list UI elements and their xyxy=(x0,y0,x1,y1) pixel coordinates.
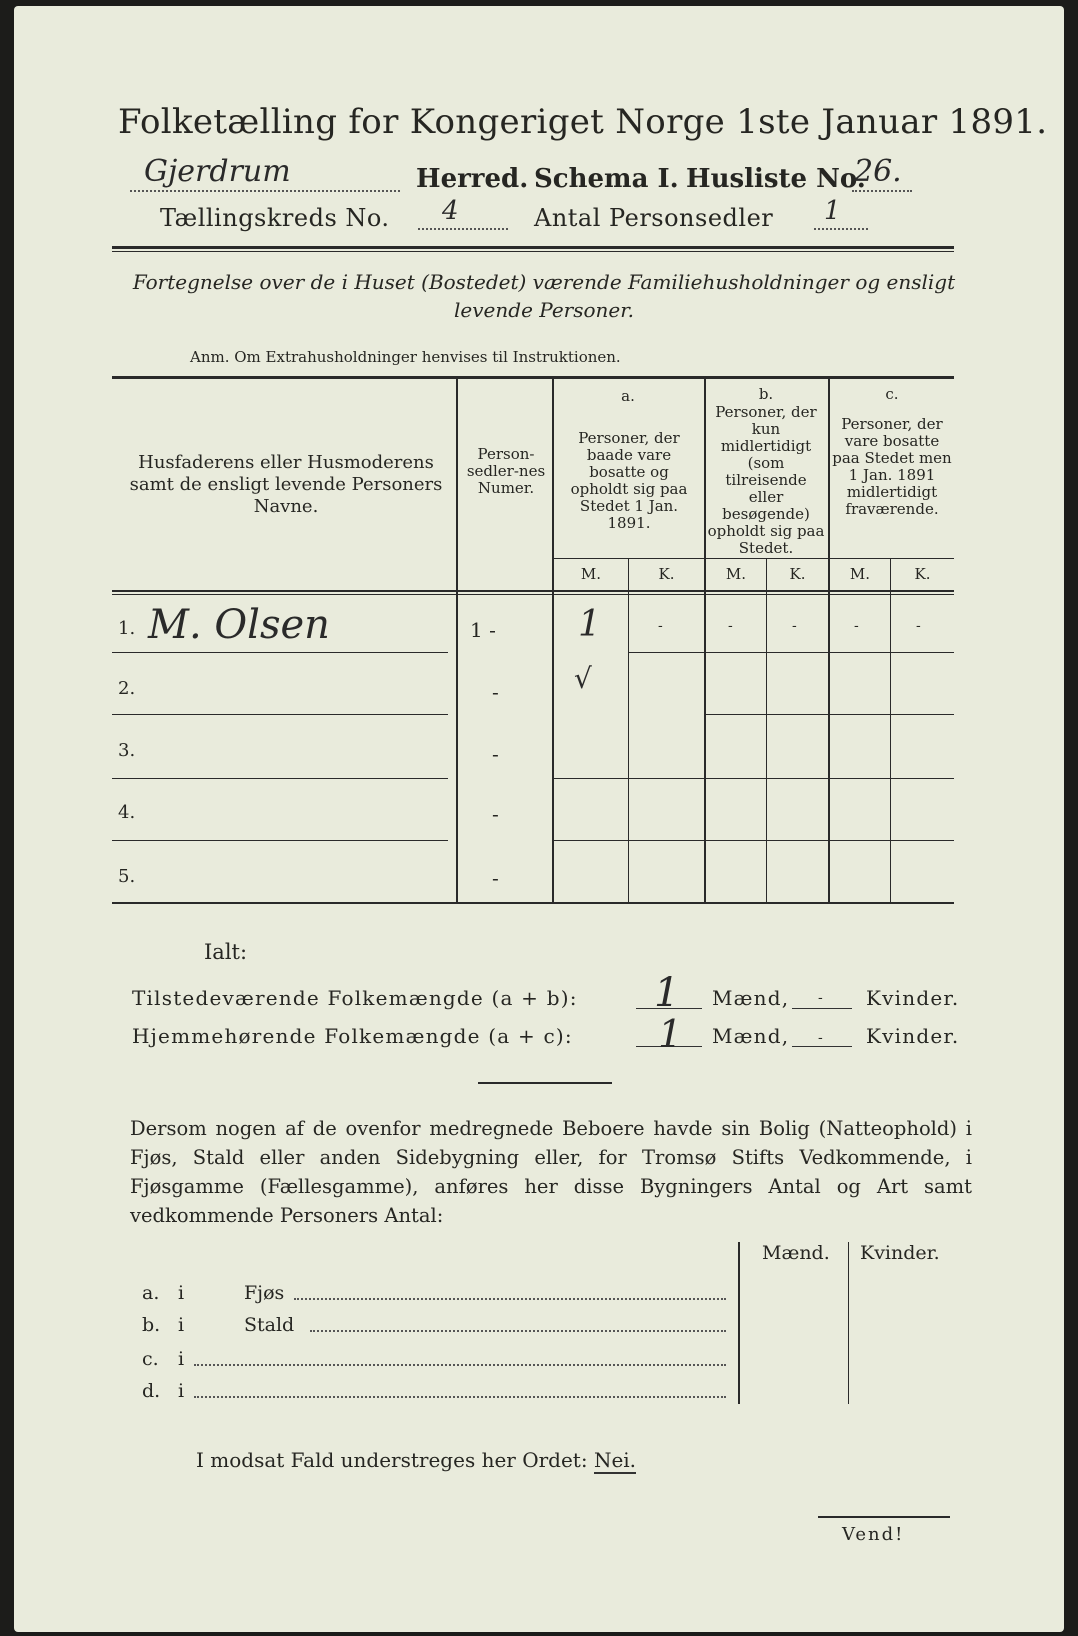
form-title: Folketælling for Kongeriget Norge 1ste Januar 1891. xyxy=(118,102,1048,142)
col-divider-ck xyxy=(890,558,891,904)
row-3-name-line xyxy=(112,778,448,779)
sidebygning-paragraph: Dersom nogen af de ovenfor medregnede Beboere havde sin Bolig (Natteophold) i Fjøs, Stald eller anden Sidebygning eller, for Tromsø Stifts Vedkommende, i Fjøsgamme (Fællesgamme), anføres her disse Bygningers Antal og Art samt vedkommende Personers Antal: xyxy=(130,1117,972,1227)
col-c-m: M. xyxy=(849,565,871,583)
buildings-divider-1 xyxy=(738,1242,740,1404)
row-4-name-line xyxy=(112,840,448,841)
col-a-k: K. xyxy=(658,565,675,583)
col-divider-bk xyxy=(766,558,767,904)
totals-line1-label: Tilstedeværende Folkemængde (a + b): xyxy=(132,986,578,1010)
col-header-b: Personer, der kun midlertidigt (som tilreisende eller besøgende) opholdt sig paa Stedet. xyxy=(707,403,825,557)
buildings-header-kvinder: Kvinder. xyxy=(860,1242,940,1264)
modsat-text xyxy=(196,1448,636,1472)
building-b-dots xyxy=(310,1330,726,1332)
annotation-note: Anm. Om Extrahusholdninger henvises til Instruktionen. xyxy=(190,348,621,366)
ialt-label: Ialt: xyxy=(204,940,248,964)
building-b-letter: b. xyxy=(142,1314,161,1336)
kreds-label: Tællingskreds No. xyxy=(160,204,390,232)
col-divider-ak xyxy=(628,558,629,904)
header-rule-thin xyxy=(112,251,954,252)
building-c-dots xyxy=(194,1364,726,1366)
row-1-name-line xyxy=(112,652,448,653)
form-subtitle: Fortegnelse over de i Huset (Bostedet) værende Familiehusholdninger og ensligt levende Personer. xyxy=(132,270,956,322)
building-a-i: i xyxy=(178,1282,185,1304)
husliste-value: 26. xyxy=(854,154,902,189)
row-2-num: - xyxy=(492,680,499,704)
row-1-number: 1. xyxy=(118,618,136,639)
col-header-name: Husfaderens eller Husmoderens samt de ensligt levende Personers Navne. xyxy=(129,452,443,517)
buildings-divider-2 xyxy=(848,1242,849,1404)
totals-line1-kvinder-field xyxy=(792,1008,852,1009)
totals-line1-kvinder-word: Kvinder. xyxy=(866,986,960,1010)
row-5-num: - xyxy=(492,866,499,890)
row-5-number: 5. xyxy=(118,866,136,887)
kreds-value: 4 xyxy=(442,196,460,226)
modsat-label: I modsat Fald understreges her Ordet: xyxy=(196,1448,588,1472)
building-d-dots xyxy=(194,1396,726,1398)
kreds-field xyxy=(418,196,508,230)
col-header-c-letter: c. xyxy=(885,385,899,403)
col-header-b-letter: b. xyxy=(758,385,774,403)
row-1-a-m: 1 xyxy=(578,604,601,645)
col-b-k: K. xyxy=(789,565,806,583)
mk-rule xyxy=(552,558,954,559)
husliste-field xyxy=(852,154,912,192)
row-4-num: - xyxy=(492,802,499,826)
husliste-label: Husliste No. xyxy=(686,164,866,194)
row-4-value-line xyxy=(552,840,954,841)
col-c-k: K. xyxy=(914,565,931,583)
col-divider-a xyxy=(552,378,554,904)
totals-line1-maend-word: Mænd, xyxy=(712,986,790,1010)
totals-line1-kvinder: - xyxy=(818,990,823,1006)
row-2-a-m: √ xyxy=(574,662,592,695)
totals-line2-kvinder: - xyxy=(818,1030,823,1046)
totals-line2-maend-word: Mænd, xyxy=(712,1024,790,1048)
row-2-value-line xyxy=(704,714,954,715)
col-header-a: Personer, der baade vare bosatte og opholdt sig paa Stedet 1 Jan. 1891. xyxy=(570,429,688,532)
row-4-number: 4. xyxy=(118,802,136,823)
row-1-b-k: - xyxy=(792,618,797,634)
col-header-a-letter: a. xyxy=(621,387,635,405)
nei-word: Nei. xyxy=(593,1448,637,1472)
vend-label: Vend! xyxy=(842,1524,905,1545)
building-c-letter: c. xyxy=(142,1348,159,1370)
census-form-page xyxy=(14,6,1064,1632)
row-1-num: 1 - xyxy=(470,618,496,642)
row-3-value-line xyxy=(552,778,954,779)
col-divider-num xyxy=(456,378,458,904)
totals-line2-label: Hjemmehørende Folkemængde (a + c): xyxy=(132,1024,573,1048)
row-2-number: 2. xyxy=(118,678,136,699)
col-header-num: Person-sedler-nes Numer. xyxy=(466,445,546,497)
section-divider xyxy=(478,1082,612,1084)
building-d-i: i xyxy=(178,1380,185,1402)
row-1-name: M. Olsen xyxy=(148,602,330,648)
schema-label: Schema I. xyxy=(534,164,679,194)
row-1-c-k: - xyxy=(916,618,921,634)
personsedler-field xyxy=(814,196,868,230)
personsedler-label: Antal Personsedler xyxy=(534,204,774,232)
row-1-value-line xyxy=(628,652,954,653)
totals-line2-kvinder-word: Kvinder. xyxy=(866,1024,960,1048)
col-header-c: Personer, der vare bosatte paa Stedet men 1 Jan. 1891 midlertidigt fraværende. xyxy=(832,415,952,518)
row-1-c-m: - xyxy=(854,618,859,634)
col-b-m: M. xyxy=(725,565,747,583)
building-a-dots xyxy=(294,1298,726,1300)
row-2-name-line xyxy=(112,714,448,715)
header-rule xyxy=(112,246,954,249)
buildings-header-maend: Mænd. xyxy=(762,1242,830,1264)
building-b-i: i xyxy=(178,1314,185,1336)
totals-line2-kvinder-field xyxy=(792,1046,852,1047)
personsedler-value: 1 xyxy=(824,196,842,226)
herred-value: Gjerdrum xyxy=(144,154,291,189)
row-3-num: - xyxy=(492,742,499,766)
vend-rule xyxy=(818,1516,950,1518)
col-a-m: M. xyxy=(580,565,602,583)
totals-line1-maend: 1 xyxy=(654,970,680,1016)
building-d-letter: d. xyxy=(142,1380,161,1402)
row-1-a-k: - xyxy=(658,618,663,634)
totals-line2-maend: 1 xyxy=(658,1012,683,1056)
building-a-label: Fjøs xyxy=(244,1282,285,1304)
row-1-b-m: - xyxy=(728,618,733,634)
herred-field xyxy=(130,154,400,192)
herred-label: Herred. xyxy=(416,164,529,194)
building-a-letter: a. xyxy=(142,1282,160,1304)
building-c-i: i xyxy=(178,1348,185,1370)
building-b-label: Stald xyxy=(244,1314,295,1336)
row-3-number: 3. xyxy=(118,740,136,761)
